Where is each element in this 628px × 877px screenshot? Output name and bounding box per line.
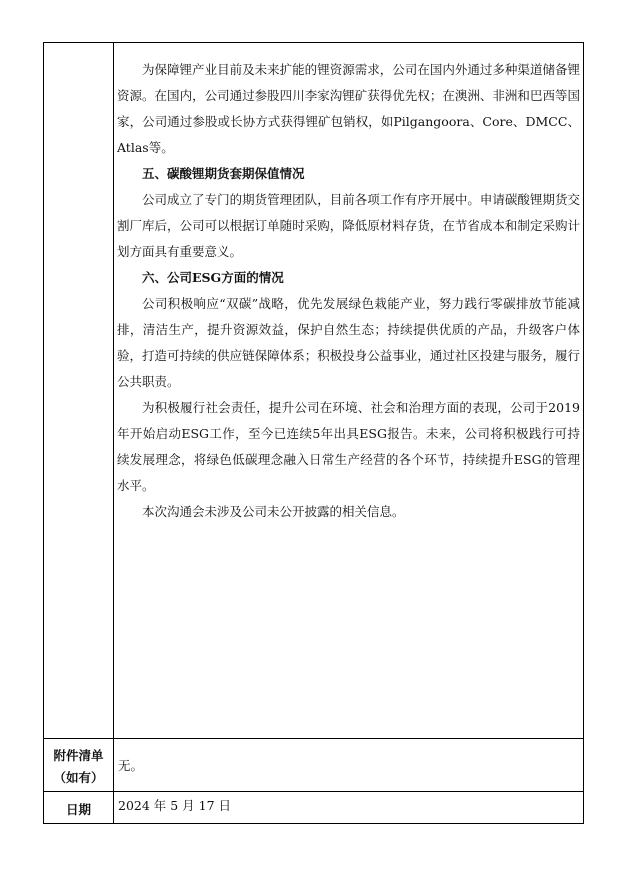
row-divider-attachments bbox=[44, 738, 583, 739]
section-6-heading: 六、公司ESG方面的情况 bbox=[142, 270, 284, 285]
column-divider bbox=[113, 43, 114, 823]
attachments-label-line2: （如有） bbox=[53, 770, 104, 785]
info-table bbox=[43, 42, 584, 824]
closing-paragraph: 本次沟通会未涉及公司未公开披露的相关信息。 bbox=[142, 504, 405, 519]
section-5-heading: 五、碳酸锂期货套期保值情况 bbox=[142, 166, 305, 181]
main-content bbox=[117, 57, 580, 525]
section-5-paragraph: 公司成立了专门的期货管理团队，目前各项工作有序开展中。申请碳酸锂期货交割厂库后，公司可以根据订单随时采购，降低原材料存货，在节省成本和制定采购计划方面具有重要意义。 bbox=[117, 192, 580, 259]
lithium-resource-paragraph: 为保障锂产业目前及未来扩能的锂资源需求，公司在国内外通过多种渠道储备锂资源。在国内，公司通过参股四川李家沟锂矿获得优先权；在澳洲、非洲和巴西等国家，公司通过参股或长协方式获得锂矿包销权，如Pilgangoora、Core、DMCC、Atlas等。 bbox=[117, 62, 580, 155]
section-6-paragraph-2: 为积极履行社会责任，提升公司在环境、社会和治理方面的表现，公司于2019年开始启动ESG工作，至今已连续5年出具ESG报告。未来，公司将积极践行可持续发展理念，将绿色低碳理念融入日常生产经营的各个环节，持续提升ESG的管理水平。 bbox=[117, 400, 580, 493]
date-label: 日期 bbox=[65, 802, 91, 817]
attachments-value: 无。 bbox=[118, 758, 144, 773]
attachments-label-line1: 附件清单 bbox=[53, 748, 104, 763]
row-divider-date bbox=[44, 791, 583, 792]
date-value: 2024 年 5 月 17 日 bbox=[118, 798, 232, 813]
attachments-label bbox=[44, 745, 113, 789]
section-6-paragraph-1: 公司积极响应“双碳”战略，优先发展绿色栽能产业，努力践行零碳排放节能减排，清洁生产，提升资源效益，保护自然生态；持续提供优质的产品，升级客户体验，打造可持续的供应链保障体系；积极投身公益事业，通过社区投建与服务，履行公共职责。 bbox=[117, 296, 580, 389]
